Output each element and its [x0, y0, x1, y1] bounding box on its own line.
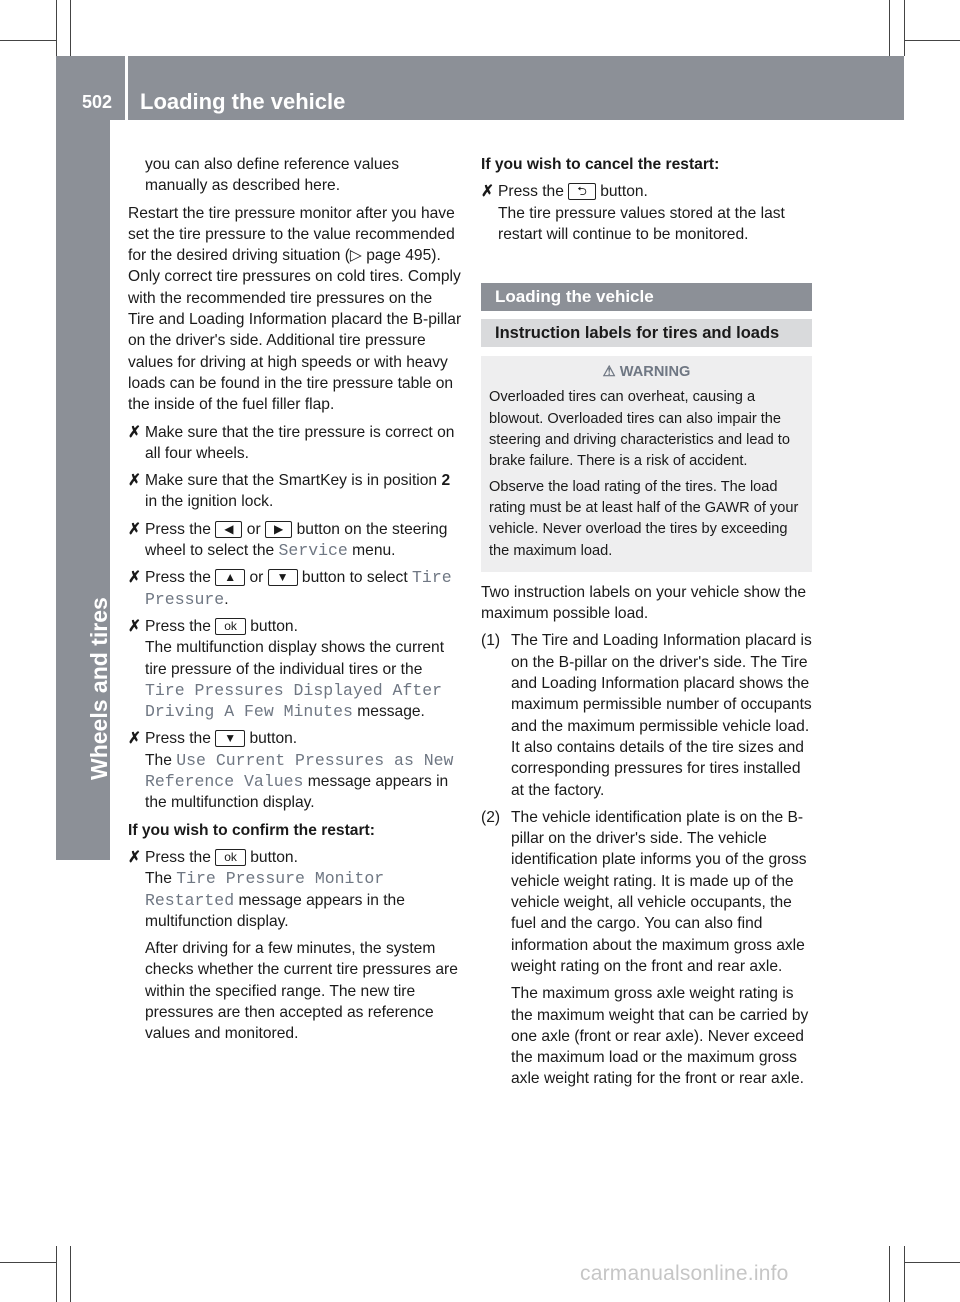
side-tab-label: Wheels and tires: [86, 597, 112, 780]
crop-mark: [56, 0, 57, 56]
back-key-icon: ⮌: [568, 183, 596, 200]
step-marker-icon: ✗: [128, 423, 142, 441]
paragraph: you can also define reference values manually as described here.: [145, 156, 399, 195]
instruction-step: ✗ Press the ▼ button. The Use Current Pressures as New Reference Values message appears in the multifunction display.: [128, 730, 454, 812]
down-arrow-key-icon: ▼: [215, 730, 245, 747]
warning-box: [481, 356, 812, 572]
instruction-step: ✗ Press the ◀ or ▶ button on the steering wheel to select the Service menu.: [128, 520, 448, 561]
step-marker-icon: ✗: [128, 730, 142, 748]
subsection-heading: Instruction labels for tires and loads: [481, 319, 812, 347]
step-marker-icon: ✗: [128, 848, 142, 866]
left-arrow-key-icon: ◀: [215, 521, 242, 538]
warning-icon: ⚠: [602, 364, 616, 381]
crop-mark: [904, 0, 905, 56]
step-marker-icon: ✗: [128, 569, 142, 587]
crop-mark: [889, 1246, 890, 1302]
step-marker-icon: ✗: [128, 617, 142, 635]
crop-mark: [56, 1246, 57, 1302]
paragraph: Two instruction labels on your vehicle show the maximum possible load.: [481, 583, 807, 623]
numbered-item: (1) The Tire and Loading Information placard is on the B-pillar on the driver's side. The Tire and Loading Information placard shows the maximum permissible number of occupants and the maximum permissible vehicle load. It also contains details of the tire sizes and corresponding pressures for tires installed at the factory.: [481, 632, 812, 799]
page-title: Loading the vehicle: [140, 89, 346, 114]
warning-text: Observe the load rating of the tires. The load rating must be at least half of the GAWR of your vehicle. Never overload the tires by exceeding the maximum load.: [489, 478, 799, 559]
header-separator: [125, 56, 128, 120]
instruction-step: ✗ Press the ⮌ button. The tire pressure values stored at the last restart will continue to be monitored.: [481, 183, 785, 243]
ok-key-icon: ok: [215, 849, 246, 866]
warning-title: ⚠ WARNING: [602, 364, 691, 381]
display-text: Tire Pressures Displayed After Driving A Few Minutes: [145, 680, 443, 722]
paragraph: The maximum gross axle weight rating is the maximum weight that can be carried by one axle (front or rear axle). Never exceed the maximum load or the maximum gross axle weight rating for the front or rear axle.: [511, 985, 809, 1088]
down-arrow-key-icon: ▼: [268, 569, 298, 586]
step-marker-icon: ✗: [128, 520, 142, 538]
paragraph: Restart the tire pressure monitor after you have set the tire pressure to the value recommended for the desired driving situation (▷ page 495). Only correct tire pressures on cold tires. Comply with the recommended tire pressures on the Tire and Loading Information placard the B-pillar on the driver's side. Additional tire pressure values for driving at high speeds or with heavy loads can be found in the tire pressure table on the inside of the fuel filler flap.: [128, 204, 462, 414]
crop-mark: [70, 0, 71, 56]
instruction-step: ✗ Make sure that the tire pressure is correct on all four wheels.: [128, 423, 455, 462]
right-column: [481, 154, 812, 1096]
instruction-step: ✗ Press the ok button. The Tire Pressure Monitor Restarted message appears in the multifunction display. After driving for a few minutes, the system checks whether the current tire pressures are within the specified range. The new tire pressures are then accepted as reference values and monitored.: [128, 847, 462, 1045]
item-number: (2): [481, 808, 501, 826]
subheading: If you wish to cancel the restart:: [481, 156, 720, 173]
section-heading: Loading the vehicle: [481, 283, 812, 311]
instruction-step: ✗ Press the ▲ or ▼ button to select Tire Pressure.: [128, 568, 452, 609]
left-column: [128, 154, 462, 1051]
crop-mark: [904, 1246, 905, 1302]
instruction-step: ✗ Make sure that the SmartKey is in position 2 in the ignition lock.: [128, 472, 451, 511]
item-number: (1): [481, 632, 501, 650]
instruction-step: ✗ Press the ok button. The multifunction display shows the current tire pressure of the individual tires or the Tire Pressures Displayed After Driving A Few Minutes message.: [128, 617, 445, 722]
display-text: Service: [278, 541, 348, 561]
crop-mark: [0, 40, 56, 41]
watermark: carmanualsonline.info: [580, 1262, 789, 1285]
crop-mark: [904, 1262, 960, 1263]
right-arrow-key-icon: ▶: [265, 521, 292, 538]
page-number: 502: [82, 92, 113, 112]
display-text: Tire Pressure: [145, 568, 452, 609]
up-arrow-key-icon: ▲: [215, 569, 245, 586]
subheading: If you wish to confirm the restart:: [128, 821, 375, 839]
crop-mark: [904, 40, 960, 41]
ok-key-icon: ok: [215, 618, 246, 635]
position-number: 2: [441, 472, 451, 490]
crop-mark: [70, 1246, 71, 1302]
step-marker-icon: ✗: [128, 472, 142, 490]
paragraph: After driving for a few minutes, the system checks whether the current tire pressures are within the specified range. The new tire pressures are then accepted as reference values and monitored.: [145, 940, 458, 1043]
crop-mark: [0, 1262, 56, 1263]
crop-mark: [889, 0, 890, 56]
display-text: Tire Pressure Monitor Restarted: [145, 869, 385, 910]
numbered-item: (2) The vehicle identification plate is on the B-pillar on the driver's side. The vehicle identification plate informs you of the gross vehicle weight rating. It is made up of the vehicle weight, all vehicle occupants, the fuel and the cargo. You can also find information about the maximum gross axle weight rating on the front and rear axle. The maximum gross axle weight rating is the maximum weight that can be carried by one axle (front or rear axle). Never exceed the maximum load or the maximum gross axle weight rating for the front or rear axle.: [481, 807, 812, 1090]
step-marker-icon: ✗: [481, 183, 495, 201]
warning-text: Overloaded tires can overheat, causing a blowout. Overloaded tires can also impair the steering and driving characteristics and lead to brake failure. There is a risk of accident.: [489, 389, 790, 470]
display-text: Use Current Pressures as New Reference Values: [145, 750, 454, 792]
